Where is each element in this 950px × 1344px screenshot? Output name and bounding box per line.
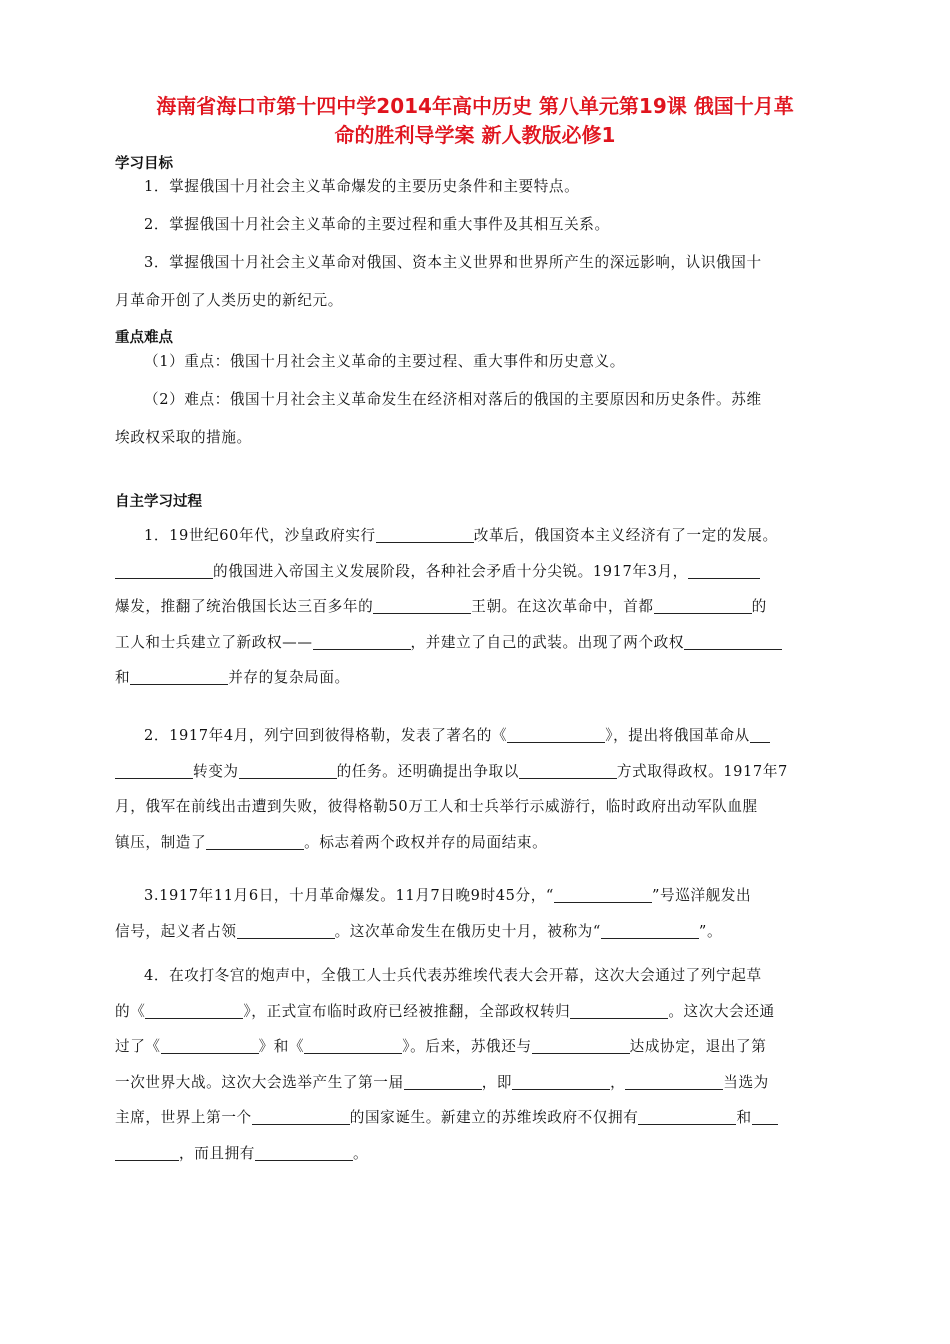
p1-text-3: 的俄国进入帝国主义发展阶段，各种社会矛盾十分尖锐。1917年3月， xyxy=(213,562,688,580)
key-point-2a: （2）难点：俄国十月社会主义革命发生在经济相对落后的俄国的主要原因和历史条件。苏维 xyxy=(144,391,762,408)
p2-text-4: 的任务。还明确提出争取以 xyxy=(336,762,519,780)
fill-blank[interactable] xyxy=(625,1073,723,1090)
p4-text-10: ，即 xyxy=(481,1073,513,1091)
fill-blank[interactable] xyxy=(404,1073,482,1090)
key-point-2b: 埃政权采取的措施。 xyxy=(115,429,252,446)
p2-text-2: 》，提出将俄国革命从 xyxy=(605,727,750,744)
p2-text-8: 。标志着两个政权并存的局面结束。 xyxy=(304,833,548,851)
fill-blank[interactable] xyxy=(601,922,699,939)
p1-text-9: 和 xyxy=(115,669,131,686)
p4-line-4 xyxy=(115,1065,837,1101)
p3-text-5: ”。 xyxy=(698,922,723,940)
key-points-heading: 重点难点 xyxy=(115,330,173,346)
fill-blank[interactable] xyxy=(532,1037,630,1054)
fill-blank[interactable] xyxy=(115,762,193,779)
objective-item-3b: 月革命开创了人类历史的新纪元。 xyxy=(115,292,343,309)
fill-blank[interactable] xyxy=(161,1037,259,1054)
p1-line-4 xyxy=(115,625,837,661)
p1-text-7: 工人和士兵建立了新政权—— xyxy=(115,633,313,651)
p4-line-1: 4．在攻打冬宫的炮声中，全俄工人士兵代表苏维埃代表大会开幕，这次大会通过了列宁起草 xyxy=(144,967,762,984)
p3-text-3: 信号，起义者占领 xyxy=(115,922,237,940)
fill-blank[interactable] xyxy=(570,1002,668,1019)
p4-text-4: 。这次大会还通 xyxy=(668,1002,775,1020)
document-title xyxy=(110,92,840,150)
fill-blank[interactable] xyxy=(519,762,617,779)
p4-text-12: 当选为 xyxy=(723,1073,769,1091)
title-line-1: 海南省海口市第十四中学2014年高中历史 第八单元第19课 俄国十月革 xyxy=(156,94,794,118)
fill-blank[interactable] xyxy=(115,562,213,579)
self-study-paragraph-2 xyxy=(115,718,837,860)
fill-blank[interactable] xyxy=(512,1073,610,1090)
p4-line-5 xyxy=(115,1100,837,1136)
fill-blank[interactable] xyxy=(752,1108,778,1125)
fill-blank[interactable] xyxy=(750,726,770,743)
fill-blank[interactable] xyxy=(688,562,760,579)
p4-text-17: 。 xyxy=(352,1144,369,1162)
fill-blank[interactable] xyxy=(130,668,228,685)
p4-text-15: 和 xyxy=(736,1109,752,1126)
p1-line-5 xyxy=(115,660,837,696)
p4-text-11: ， xyxy=(610,1073,626,1091)
fill-blank[interactable] xyxy=(313,633,411,650)
p1-text-5: 王朝。在这次革命中，首都 xyxy=(471,598,654,615)
p1-text-2: 改革后，俄国资本主义经济有了一定的发展。 xyxy=(473,527,778,544)
key-points-list xyxy=(115,343,837,457)
p4-text-3: 》，正式宣布临时政府已经被推翻，全部政权转归 xyxy=(243,1002,571,1020)
fill-blank[interactable] xyxy=(255,1144,353,1161)
p3-text-1: 3.1917年11月6日，十月革命爆发。11月7日晚9时45分，“ xyxy=(144,887,554,904)
title-line-2: 命的胜利导学案 新人教版必修1 xyxy=(334,123,616,147)
key-point-1: （1）重点：俄国十月社会主义革命的主要过程、重大事件和历史意义。 xyxy=(144,353,625,370)
p4-text-2: 的《 xyxy=(115,1002,146,1020)
objectives-list xyxy=(115,168,837,320)
p2-text-5: 方式取得政权。1917年7 xyxy=(616,762,788,780)
p4-text-5: 过了《 xyxy=(115,1038,161,1055)
fill-blank[interactable] xyxy=(554,886,652,903)
p1-line-1 xyxy=(115,518,837,554)
p4-text-9: 一次世界大战。这次大会选举产生了第一届 xyxy=(115,1073,404,1091)
p4-text-16: ，而且拥有 xyxy=(179,1144,255,1162)
p4-text-8: 达成协定，退出了第 xyxy=(629,1038,767,1055)
fill-blank[interactable] xyxy=(237,922,335,939)
p1-text-6: 的 xyxy=(751,598,767,615)
fill-blank[interactable] xyxy=(507,726,605,743)
fill-blank[interactable] xyxy=(206,833,304,850)
self-study-paragraph-1 xyxy=(115,518,837,696)
p1-text-8: ，并建立了自己的武装。出现了两个政权 xyxy=(410,633,685,651)
objective-item-2: 2．掌握俄国十月社会主义革命的主要过程和重大事件及其相互关系。 xyxy=(144,216,610,233)
self-study-paragraph-4 xyxy=(115,958,837,1171)
p3-text-4: 。这次革命发生在俄历史十月，被称为“ xyxy=(334,922,601,940)
fill-blank[interactable] xyxy=(654,597,752,614)
self-study-heading: 自主学习过程 xyxy=(115,494,202,510)
fill-blank[interactable] xyxy=(145,1002,243,1019)
p4-line-2 xyxy=(115,994,837,1030)
fill-blank[interactable] xyxy=(638,1108,736,1125)
fill-blank[interactable] xyxy=(373,597,471,614)
p1-text-4: 爆发，推翻了统治俄国长达三百多年的 xyxy=(115,598,374,615)
p2-line-1 xyxy=(115,718,837,754)
p1-text-1: 1．19世纪60年代，沙皇政府实行 xyxy=(144,527,376,544)
p2-line-2 xyxy=(115,754,837,790)
p2-text-3: 转变为 xyxy=(193,762,239,780)
p4-text-13: 主席，世界上第一个 xyxy=(115,1109,252,1126)
p4-text-14: 的国家诞生。新建立的苏维埃政府不仅拥有 xyxy=(349,1109,639,1126)
p3-text-2: ”号巡洋舰发出 xyxy=(652,887,752,904)
fill-blank[interactable] xyxy=(304,1037,402,1054)
fill-blank[interactable] xyxy=(252,1108,350,1125)
p2-line-4 xyxy=(115,825,837,861)
p4-line-3 xyxy=(115,1029,837,1065)
fill-blank[interactable] xyxy=(115,1144,179,1161)
p4-text-6: 》和《 xyxy=(258,1038,305,1055)
self-study-paragraph-3 xyxy=(115,878,837,949)
objective-item-1: 1．掌握俄国十月社会主义革命爆发的主要历史条件和主要特点。 xyxy=(144,178,580,195)
p4-text-7: 》。后来，苏俄还与 xyxy=(402,1038,532,1055)
fill-blank[interactable] xyxy=(239,762,337,779)
fill-blank[interactable] xyxy=(684,633,782,650)
objectives-heading: 学习目标 xyxy=(115,156,173,172)
p2-line-3: 月，俄军在前线出击遭到失败，彼得格勒50万工人和士兵举行示威游行，临时政府出动军队血腥 xyxy=(115,798,758,815)
p3-line-2 xyxy=(115,914,837,950)
p1-line-2 xyxy=(115,554,837,590)
p2-text-7: 镇压，制造了 xyxy=(115,833,207,851)
p1-text-10: 并存的复杂局面。 xyxy=(228,669,350,686)
p3-line-1 xyxy=(115,878,837,914)
objective-item-3a: 3．掌握俄国十月社会主义革命对俄国、资本主义世界和世界所产生的深远影响，认识俄国十 xyxy=(144,254,762,271)
p1-line-3 xyxy=(115,589,837,625)
p4-line-6 xyxy=(115,1136,837,1172)
p2-text-1: 2．1917年4月，列宁回到彼得格勒，发表了著名的《 xyxy=(144,727,508,744)
fill-blank[interactable] xyxy=(376,526,474,543)
